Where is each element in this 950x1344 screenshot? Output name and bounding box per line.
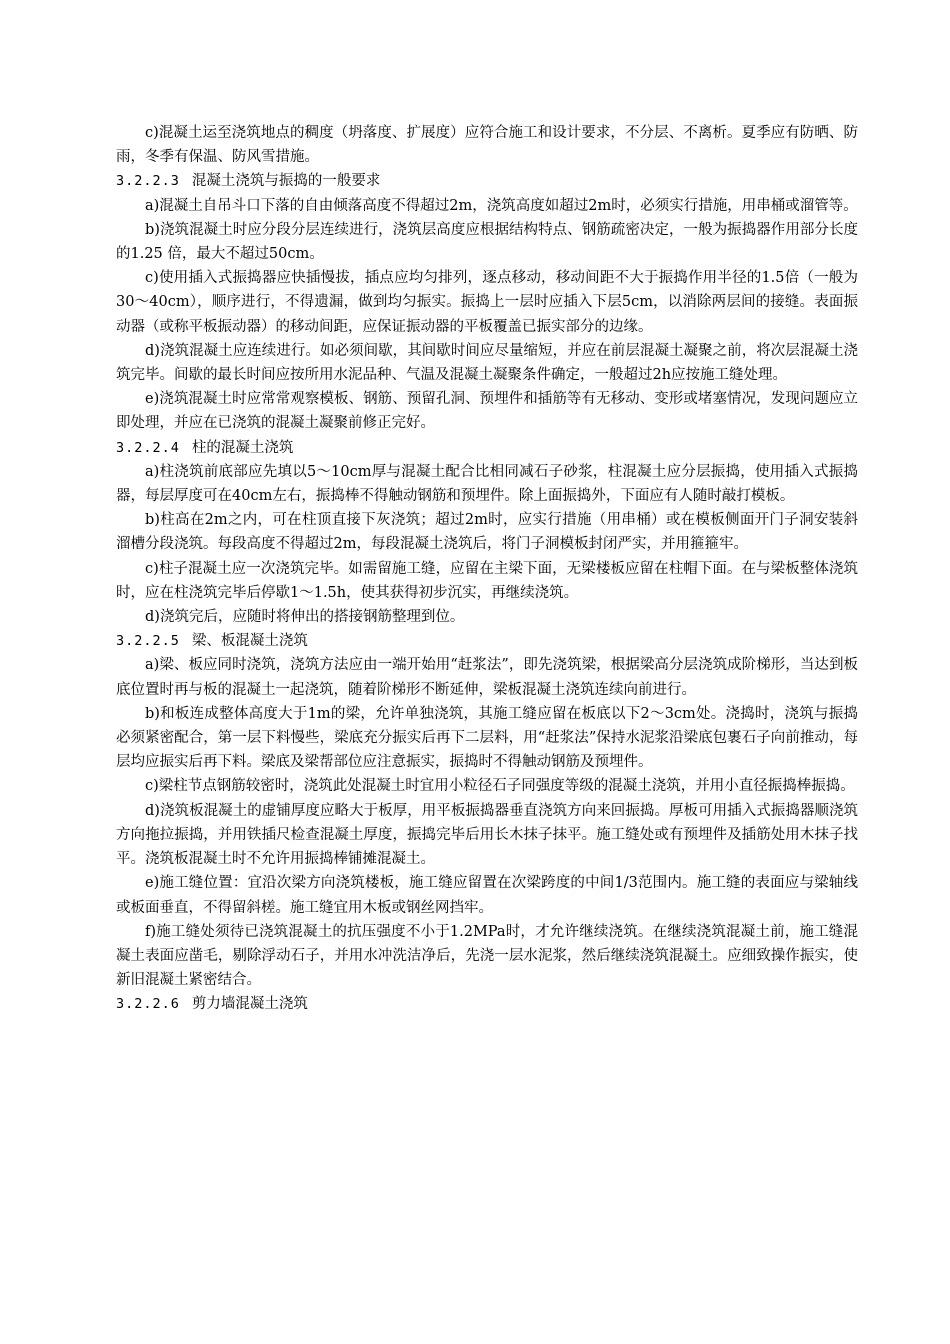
- paragraph: a)柱浇筑前底部应先填以5～10cm厚与混凝土配合比相同减石子砂浆，柱混凝土应分层振捣，使用插入式振捣器，每层厚度可在40cm左右，振捣棒不得触动钢筋和预埋件。除上面振捣外，下面应有人随时敲打模板。: [116, 463, 858, 505]
- section-number: 3.2.2.3: [116, 173, 180, 190]
- document-page: [116, 121, 858, 1017]
- paragraph: a)混凝土自吊斗口下落的自由倾落高度不得超过2m，浇筑高度如超过2m时，必须实行措施，用串桶或溜管等。: [145, 197, 858, 214]
- section-title: 梁、板混凝土浇筑: [191, 633, 308, 650]
- section-number: 3.2.2.4: [116, 439, 180, 456]
- paragraph: d)浇筑完后，应随时将伸出的搭接钢筋整理到位。: [145, 609, 465, 626]
- paragraph: c)梁柱节点钢筋较密时，浇筑此处混凝土时宜用小粒径石子同强度等级的混凝土浇筑，并用小直径振捣棒振捣。: [145, 778, 855, 795]
- paragraph: c)柱子混凝土应一次浇筑完毕。如需留施工缝，应留在主梁下面，无梁楼板应留在柱帽下面。在与梁板整体浇筑时，应在柱浇筑完毕后停歇1～1.5h，使其获得初步沉实，再继续浇筑。: [116, 560, 858, 601]
- paragraph: a)梁、板应同时浇筑，浇筑方法应由一端开始用“赶浆法”，即先浇筑梁，根据梁高分层浇筑成阶梯形，当达到板底位置时再与板的混凝土一起浇筑，随着阶梯形不断延伸，梁板混凝土浇筑连续向前进行。: [116, 657, 858, 698]
- paragraph: d)浇筑板混凝土的虚铺厚度应略大于板厚，用平板振捣器垂直浇筑方向来回振捣。厚板可用插入式振捣器顺浇筑方向拖拉振捣，并用铁插尺检查混凝土厚度，振捣完毕后用长木抹子抹平。施工缝处或有预埋件及插筋处用木抹子找平。浇筑板混凝土时不允许用振捣棒铺摊混凝土。: [116, 802, 858, 868]
- section-number: 3.2.2.6: [116, 996, 180, 1013]
- section-heading: [116, 436, 858, 460]
- paragraph: b)浇筑混凝土时应分段分层连续进行，浇筑层高度应根据结构特点、钢筋疏密决定，一般为振捣器作用部分长度的1.25 倍，最大不超过50cm。: [116, 221, 858, 263]
- section-heading: [116, 169, 858, 193]
- paragraph: c)使用插入式振捣器应快插慢拔，插点应均匀排列，逐点移动，移动间距不大于振捣作用半径的1.5倍（一般为30～40cm），顺序进行，不得遗漏，做到均匀振实。振捣上一层时应插入下层5cm，以消除两层间的接缝。表面振动器（或称平板振动器）的移动间距，应保证振动器的平板覆盖已振实部分的边缘。: [116, 270, 858, 335]
- paragraph: e)施工缝位置：宜沿次梁方向浇筑楼板，施工缝应留置在次梁跨度的中间1/3范围内。施工缝的表面应与梁轴线或板面垂直，不得留斜槎。施工缝宜用木板或钢丝网挡牢。: [116, 875, 858, 916]
- paragraph: b)柱高在2m之内，可在柱顶直接下灰浇筑；超过2m时，应实行措施（用串桶）或在模板侧面开门子洞安装斜溜槽分段浇筑。每段高度不得超过2m，每段混凝土浇筑后，将门子洞模板封闭严实，并用箍箍牢。: [116, 512, 858, 553]
- section-title: 剪力墙混凝土浇筑: [191, 996, 308, 1013]
- section-title: 混凝土浇筑与振捣的一般要求: [191, 173, 381, 190]
- paragraph: b)和板连成整体高度大于1m的梁，允许单独浇筑，其施工缝应留在板底以下2～3cm处。浇捣时，浇筑与振捣必须紧密配合，第一层下料慢些，梁底充分振实后再下二层料，用“赶浆法”保持水泥浆沿梁底包裹石子向前推动，每层均应振实后再下料。梁底及梁帮部位应注意振实，振捣时不得触动钢筋及预埋件。: [116, 705, 858, 771]
- section-heading: [116, 992, 858, 1016]
- paragraph: f)施工缝处须待已浇筑混凝土的抗压强度不小于1.2MPa时，才允许继续浇筑。在继续浇筑混凝土前，施工缝混凝土表面应凿毛，剔除浮动石子，并用水冲洗洁净后，先浇一层水泥浆，然后继续浇筑混凝土。应细致操作振实，使新旧混凝土紧密结合。: [116, 923, 858, 989]
- section-number: 3.2.2.5: [116, 633, 180, 650]
- paragraph: d)浇筑混凝土应连续进行。如必须间歇，其间歇时间应尽量缩短，并应在前层混凝土凝聚之前，将次层混凝土浇筑完毕。间歇的最长时间应按所用水泥品种、气温及混凝土凝聚条件确定，一般超过2h应按施工缝处理。: [116, 342, 858, 384]
- section-heading: [116, 629, 858, 653]
- paragraph: c)混凝土运至浇筑地点的稠度（坍落度、扩展度）应符合施工和设计要求，不分层、不离析。夏季应有防晒、防雨，冬季有保温、防风雪措施。: [116, 125, 858, 166]
- paragraph: e)浇筑混凝土时应常常观察模板、钢筋、预留孔洞、预埋件和插筋等有无移动、变形或堵塞情况，发现问题应立即处理，并应在已浇筑的混凝土凝聚前修正完好。: [116, 391, 858, 432]
- section-title: 柱的混凝土浇筑: [191, 439, 294, 456]
